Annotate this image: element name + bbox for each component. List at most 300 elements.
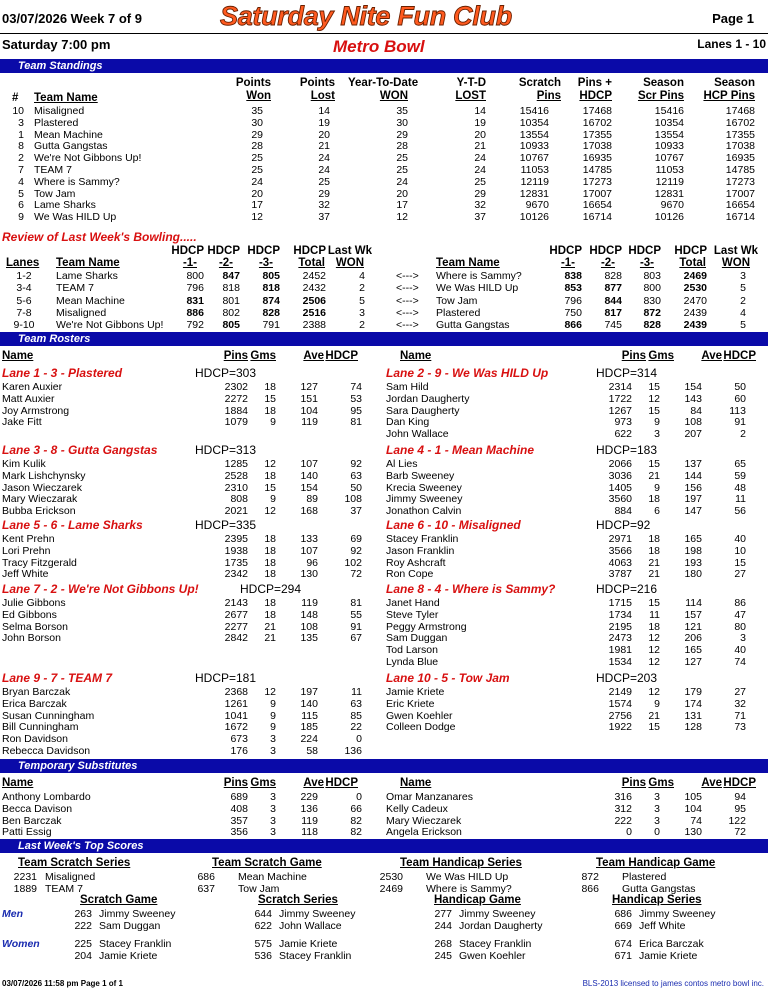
individual-top-title: Scratch Series [258,894,338,906]
subs-header-hdcp: HDCP [325,777,358,789]
team-top-team: Misaligned [45,871,96,883]
col-header-ss: Scr Pins [637,90,684,102]
individual-top-title: Handicap Series [612,894,702,906]
sub-average: 104 [684,802,702,815]
roster-player-name: Jason Wieczarek [2,481,82,494]
standing-team-name: TEAM 7 [34,164,72,176]
roster-player-name: Tracy Fitzgerald [2,556,77,569]
standing-team-name: We're Not Gibbons Up! [34,152,142,165]
roster-header-name: Name [2,350,34,362]
roster-pins: 1884 [224,404,248,417]
individual-top-name: Erica Barczak [639,938,704,950]
roster-pins: 2143 [224,597,248,609]
standing-value: 30 [396,116,408,129]
review-score-right: 750 [564,306,582,319]
review-heading: Review of Last Week's Bowling..... [2,230,197,244]
team-top-score: 1889 [13,882,37,895]
roster-handicap: 102 [344,556,362,569]
roster-handicap: 59 [734,469,746,482]
team-top-title: Team Handicap Series [400,857,522,869]
sub-player-name: Patti Essig [2,826,52,839]
standing-value: 20 [251,187,263,200]
roster-games: 15 [648,404,660,417]
review-header-game: -2- [218,257,233,269]
individual-top-score: 244 [434,919,452,932]
roster-player-name: Selma Borson [2,620,68,633]
col-header-pw: Won [246,90,271,102]
standing-value: 35 [251,105,263,117]
standing-value: 17007 [582,187,612,200]
subs-header-pins: Pins [621,777,646,789]
roster-player-name: Lynda Blue [386,656,439,668]
roster-pins: 1735 [224,556,248,569]
roster-player-name: Tod Larson [386,644,438,657]
roster-handicap: 72 [350,568,362,581]
roster-lane-title: Lane 5 - 6 - Lame Sharks [2,518,143,532]
col-header-pl: Points [299,77,335,89]
standing-value: 20 [318,128,330,141]
roster-pins: 2842 [224,632,248,645]
roster-average: 135 [300,632,318,645]
individual-top-name: Jamie Kriete [639,949,698,962]
roster-lane-title: Lane 1 - 3 - Plastered [2,366,123,380]
roster-games: 18 [264,556,276,569]
standing-value: 20 [474,128,486,141]
standing-team-name: Mean Machine [34,128,103,141]
roster-pins: 1722 [608,392,632,405]
review-score-right: 844 [604,294,622,307]
standing-value: 14785 [582,164,612,176]
standing-value: 24 [474,164,486,176]
col-header-pw: Points [235,77,271,89]
standing-value: 28 [251,140,263,153]
roster-player-name: Bubba Erickson [2,505,76,518]
roster-pins: 1285 [224,458,248,470]
review-header-hdcp: HDCP [628,245,661,257]
roster-lane-title: Lane 2 - 9 - We Was HILD Up [386,366,549,380]
roster-average: 127 [684,656,702,668]
roster-games: 18 [264,404,276,417]
review-score-left: 2516 [302,306,326,319]
roster-games: 18 [264,533,276,545]
roster-player-name: Peggy Armstrong [386,620,467,633]
roster-pins: 176 [230,745,248,757]
standing-team-name: Where is Sammy? [34,175,120,188]
col-header-yw: Year-To-Date [348,77,419,89]
standing-value: 17355 [582,128,612,141]
review-versus: <---> [396,306,419,319]
roster-handicap: 67 [350,632,362,645]
review-score-left: 828 [262,306,280,319]
col-header-ph: HDCP [579,90,612,102]
standing-value: 17355 [725,128,755,141]
roster-team-hdcp: HDCP=313 [195,443,257,457]
review-header-hdcp: HDCP [293,245,326,257]
subs-header-ave: Ave [701,777,722,789]
standing-value: 10767 [519,152,549,165]
women-label: Women [2,938,40,950]
review-score-right: 5 [740,319,746,332]
roster-average: 147 [684,505,702,518]
roster-games: 21 [264,620,276,633]
review-score-right: 800 [643,282,661,295]
standing-value: 10933 [519,140,549,153]
roster-average: 197 [300,686,318,698]
sub-average: 130 [684,826,702,839]
sub-pins: 316 [614,791,632,803]
roster-handicap: 95 [350,404,362,417]
review-score-right: 838 [564,270,582,282]
sub-pins: 0 [626,826,632,839]
roster-handicap: 32 [734,697,746,710]
roster-average: 185 [300,721,318,734]
review-header-lastwk: Last Wk [327,245,372,257]
individual-top-score: 268 [434,938,452,950]
individual-top-score: 277 [434,908,452,920]
standing-value: 12831 [654,187,684,200]
standing-value: 24 [396,175,408,188]
review-team-right: We Was HILD Up [436,282,519,295]
review-lanes: 3-4 [16,282,32,295]
roster-games: 18 [648,493,660,506]
team-top-team: TEAM 7 [45,882,83,895]
roster-average: 165 [684,644,702,657]
sub-handicap: 66 [350,802,362,815]
review-score-left: 2 [359,282,365,295]
league-title: Saturday Nite Fun Club [220,1,512,31]
review-score-right: 2469 [683,270,707,282]
standing-value: 17038 [582,140,612,153]
standing-value: 17 [251,199,263,212]
subs-header-name: Name [2,777,34,789]
standing-value: 15416 [654,105,684,117]
roster-games: 18 [648,533,660,545]
roster-games: 15 [648,597,660,609]
roster-games: 9 [654,416,660,429]
sub-games: 3 [270,791,276,803]
team-top-team: Gutta Gangstas [622,882,696,895]
review-score-right: 828 [643,319,661,332]
roster-player-name: Jordan Daugherty [386,392,470,405]
roster-handicap: 73 [734,721,746,734]
review-score-right: 2530 [683,282,707,295]
review-score-right: 817 [604,306,622,319]
roster-average: 119 [301,416,318,429]
roster-header-gms: Gms [250,350,276,362]
roster-pins: 1534 [608,656,632,668]
review-header-lanes: Lanes [6,257,40,269]
roster-pins: 884 [614,505,632,518]
roster-games: 21 [648,469,660,482]
review-score-right: 828 [604,270,622,282]
review-versus: <---> [396,294,419,307]
review-score-left: 4 [359,270,365,282]
sub-pins: 356 [230,826,248,839]
standing-value: 10767 [654,152,684,165]
roster-pins: 2310 [224,481,248,494]
roster-games: 3 [270,733,276,746]
roster-average: 179 [684,686,702,698]
review-header-team: Team Name [56,257,120,269]
roster-games: 15 [264,392,276,405]
roster-pins: 1261 [224,697,248,710]
roster-handicap: 15 [734,556,746,569]
individual-top-name: Sam Duggan [99,919,161,932]
roster-header-ave: Ave [701,350,722,362]
roster-handicap: 48 [734,481,746,494]
standing-value: 29 [251,128,263,141]
standing-value: 13554 [519,128,549,141]
sub-handicap: 72 [734,826,746,839]
review-header-hdcp: HDCP [589,245,622,257]
review-team-left: Mean Machine [56,294,125,307]
roster-lane-title: Lane 3 - 8 - Gutta Gangstas [2,443,158,457]
standing-value: 9670 [660,199,684,212]
review-score-right: 803 [643,270,661,282]
standing-value: 17038 [725,140,755,153]
roster-pins: 2302 [224,381,248,393]
roster-player-name: Dan King [386,416,430,429]
roster-player-name: Janet Hand [386,597,440,609]
standing-value: 30 [251,116,263,129]
roster-player-name: John Wallace [386,428,449,441]
review-score-right: 2439 [683,319,707,332]
sub-player-name: Mary Wieczarek [386,814,462,827]
roster-lane-title: Lane 10 - 5 - Tow Jam [386,671,510,685]
roster-games: 11 [649,608,660,621]
standing-value: 16935 [725,152,755,165]
standing-team-name: We Was HILD Up [34,211,117,224]
roster-pins: 2195 [608,620,632,633]
roster-average: 130 [300,568,318,581]
roster-average: 206 [684,632,702,645]
team-top-score: 2231 [13,871,37,883]
roster-games: 18 [264,568,276,581]
individual-top-name: Jamie Kriete [279,938,338,950]
roster-player-name: Al Lies [386,458,418,470]
roster-player-name: Jake Fitt [2,416,42,429]
subs-header-name: Name [400,777,432,789]
standing-value: 11053 [655,164,684,176]
roster-games: 15 [648,381,660,393]
standing-value: 25 [251,152,263,165]
roster-average: 115 [301,709,318,722]
standing-value: 12119 [520,175,549,188]
top-scores-band: Last Week's Top Scores [0,839,768,853]
roster-pins: 2342 [224,568,248,581]
team-rosters-band: Team Rosters [0,332,768,346]
team-top-title: Team Scratch Series [18,857,131,869]
subs-header-pins: Pins [223,777,248,789]
roster-games: 3 [270,745,276,757]
sub-pins: 222 [614,814,632,827]
roster-player-name: Stacey Franklin [386,533,459,545]
review-score-right: 745 [604,319,622,332]
team-top-team: Tow Jam [238,882,280,895]
review-score-left: 2388 [302,319,326,332]
standing-value: 10933 [654,140,684,153]
roster-handicap: 11 [735,493,746,506]
bowling-center: Metro Bowl [333,37,425,56]
roster-handicap: 27 [734,686,746,698]
roster-pins: 1041 [224,709,248,722]
day-time: Saturday 7:00 pm [2,37,111,52]
standing-value: 16702 [582,116,612,129]
roster-handicap: 53 [350,392,362,405]
individual-top-score: 263 [74,908,92,920]
roster-player-name: Joy Armstrong [2,404,70,417]
roster-games: 18 [648,620,660,633]
sub-average: 119 [301,814,318,827]
roster-pins: 2149 [608,686,632,698]
roster-pins: 2528 [224,469,248,482]
roster-average: 154 [300,481,318,494]
sub-handicap: 94 [734,791,746,803]
roster-games: 18 [264,597,276,609]
standing-value: 32 [318,199,330,212]
standing-team-name: Plastered [34,116,79,129]
review-score-left: 792 [186,319,204,332]
roster-average: 174 [684,697,702,710]
standing-team-name: Gutta Gangstas [34,140,108,153]
review-team-left: Lame Sharks [56,270,118,282]
standing-value: 16714 [725,211,755,224]
review-header-lastwk: Last Wk [713,245,758,257]
roster-games: 18 [264,608,276,621]
standing-value: 24 [318,164,330,176]
review-header-team: Team Name [436,257,500,269]
standing-rank: 7 [18,164,24,176]
standing-value: 25 [251,164,263,176]
roster-games: 21 [648,568,660,581]
standing-value: 16935 [582,152,612,165]
roster-lane-title: Lane 4 - 1 - Mean Machine [386,443,535,457]
roster-pins: 2677 [224,608,248,621]
roster-player-name: Gwen Koehler [386,709,453,722]
roster-player-name: Bryan Barczak [2,686,71,698]
standing-value: 10354 [654,116,684,129]
roster-average: 96 [306,556,318,569]
review-versus: <---> [396,282,419,295]
roster-header-name: Name [400,350,432,362]
roster-pins: 973 [614,416,632,429]
standing-value: 20 [396,187,408,200]
sub-games: 3 [270,826,276,839]
sub-player-name: Ben Barczak [2,814,62,827]
review-team-right: Plastered [436,306,481,319]
roster-player-name: Barb Sweeney [386,469,455,482]
standing-value: 17273 [582,175,612,188]
roster-lane-title: Lane 6 - 10 - Misaligned [386,518,521,532]
roster-average: 180 [684,568,702,581]
col-header-sp: Scratch [518,77,561,89]
roster-average: 107 [300,458,318,470]
roster-games: 9 [270,709,276,722]
roster-player-name: Ron Davidson [2,733,68,746]
roster-player-name: Jonathon Calvin [386,505,462,518]
sub-pins: 357 [230,814,248,827]
review-score-left: 2 [359,319,365,332]
sub-pins: 689 [230,791,248,803]
col-header-yw: WON [379,90,408,102]
col-header-pl: Lost [310,90,335,102]
roster-pins: 2277 [224,620,248,633]
roster-pins: 622 [614,428,632,441]
standing-value: 24 [474,152,486,165]
review-score-left: 796 [186,282,204,295]
standing-value: 9670 [525,199,549,212]
review-header-hdcp: HDCP [171,245,204,257]
roster-average: 157 [684,608,702,621]
roster-pins: 2066 [608,458,632,470]
review-team-left: We're Not Gibbons Up! [56,319,164,332]
review-score-right: 877 [604,282,622,295]
sub-pins: 312 [614,802,632,815]
roster-team-hdcp: HDCP=303 [195,366,257,380]
review-team-right: Tow Jam [436,294,478,307]
roster-pins: 1574 [608,697,632,710]
roster-games: 21 [648,709,660,722]
roster-team-hdcp: HDCP=203 [596,671,658,685]
roster-pins: 1267 [608,404,632,417]
sub-games: 3 [270,802,276,815]
roster-games: 9 [270,721,276,734]
roster-average: 119 [301,597,318,609]
team-top-score: 2530 [379,871,403,883]
sub-player-name: Becca Davison [2,802,73,815]
roster-pins: 1734 [608,608,632,621]
review-score-left: 800 [186,270,204,282]
standing-rank: 10 [12,105,24,117]
roster-average: 144 [684,469,702,482]
review-score-right: 2470 [683,294,707,307]
roster-handicap: 91 [734,416,746,429]
roster-player-name: Roy Ashcraft [386,556,446,569]
standing-team-name: Lame Sharks [34,199,96,212]
review-score-right: 3 [740,270,746,282]
roster-pins: 4063 [608,556,632,569]
roster-pins: 2272 [224,392,248,405]
standing-rank: 4 [18,175,24,188]
review-score-right: 4 [740,306,746,319]
individual-top-name: John Wallace [279,919,342,932]
footer-timestamp: 03/07/2026 11:58 pm Page 1 of 1 [2,979,123,988]
roster-average: 151 [300,392,318,405]
standing-value: 14 [318,105,330,117]
roster-handicap: 136 [344,745,362,757]
roster-handicap: 50 [350,481,362,494]
sub-handicap: 0 [356,791,362,803]
standing-value: 25 [474,175,486,188]
review-score-left: 791 [262,319,280,332]
standing-value: 17468 [582,105,612,117]
team-top-score: 872 [581,871,599,883]
individual-top-name: Jimmy Sweeney [279,908,356,920]
roster-header-ave: Ave [303,350,324,362]
review-score-right: 796 [564,294,582,307]
standing-value: 21 [474,140,486,153]
roster-team-hdcp: HDCP=183 [596,443,658,457]
roster-games: 12 [648,632,660,645]
standing-value: 12831 [519,187,549,200]
roster-player-name: Ed Gibbons [2,608,57,621]
roster-average: 131 [684,709,702,722]
roster-player-name: Krecia Sweeney [386,481,462,494]
standing-value: 29 [318,187,330,200]
roster-handicap: 92 [350,458,362,470]
roster-player-name: Rebecca Davidson [2,745,91,757]
review-score-right: 853 [564,282,582,295]
